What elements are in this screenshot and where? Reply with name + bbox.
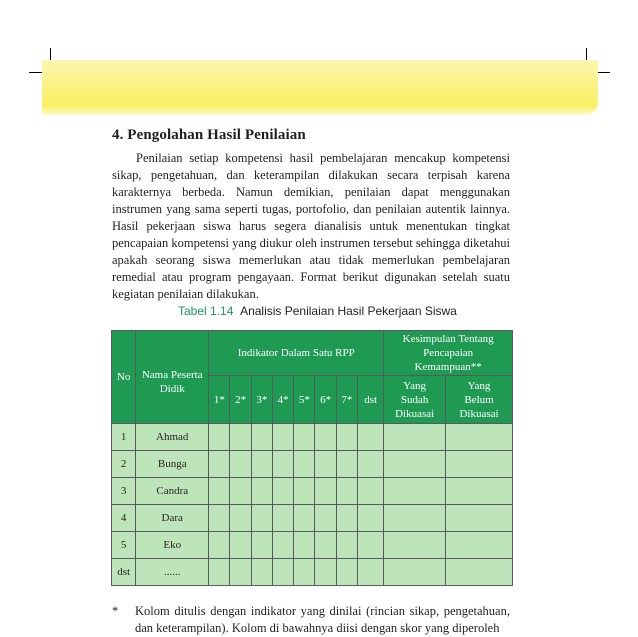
conclusion-col-mastered: Yang Sudah Dikuasai	[384, 376, 446, 424]
score-cell	[294, 559, 315, 586]
conclusion-cell	[384, 478, 446, 505]
score-cell	[357, 424, 383, 451]
footnote-text: Kolom ditulis dengan indikator yang dinilai (rincian sikap, pengetahuan, dan keterampilan). Kolom di bawahnya diisi dengan skor yang diperoleh	[135, 604, 510, 635]
score-cell	[272, 559, 293, 586]
score-cell	[315, 559, 336, 586]
conclusion-cell	[384, 424, 446, 451]
row-no: 1	[112, 424, 136, 451]
section-paragraph: Penilaian setiap kompetensi hasil pembelajaran mencakup kompetensi sikap, pengetahuan, dan keterampilan dilakukan secara terpisah karena karakternya berbeda. Namun demikian, penilaian dapat menggunakan instrumen yang sama seperti tugas, portofolio, dan penilaian autentik lainnya. Hasil pekerjaan siswa harus segera dianalisis untuk menentukan tingkat pencapaian kompetensi yang diukur oleh instrumen tersebut sehingga diketahui apakah seorang siswa memerlukan atau tidak memerlukan pembelajaran remedial atau program pengayaan. Format berikut digunakan setelah suatu kegiatan penilaian dilakukan.	[112, 151, 510, 301]
conclusion-cell	[384, 505, 446, 532]
table-caption	[178, 304, 457, 318]
score-cell	[251, 424, 272, 451]
table-row	[112, 505, 513, 532]
header-name: Nama Peserta Didik	[136, 331, 209, 424]
score-cell	[272, 451, 293, 478]
footnote	[112, 603, 510, 637]
table-row	[112, 478, 513, 505]
score-cell	[209, 532, 230, 559]
table-row	[112, 559, 513, 586]
score-cell	[336, 532, 357, 559]
score-cell	[294, 478, 315, 505]
header-band	[42, 60, 598, 116]
score-cell	[209, 478, 230, 505]
row-no: 3	[112, 478, 136, 505]
table-caption-title: Analisis Penilaian Hasil Pekerjaan Siswa	[240, 304, 457, 318]
row-no: 2	[112, 451, 136, 478]
conclusion-cell	[446, 451, 513, 478]
score-cell	[357, 532, 383, 559]
score-cell	[357, 559, 383, 586]
table-row	[112, 424, 513, 451]
score-cell	[357, 505, 383, 532]
row-no: dst	[112, 559, 136, 586]
row-name: Bunga	[136, 451, 209, 478]
score-cell	[294, 505, 315, 532]
conclusion-cell	[446, 505, 513, 532]
score-cell	[294, 424, 315, 451]
score-cell	[209, 424, 230, 451]
score-cell	[230, 559, 251, 586]
score-cell	[272, 424, 293, 451]
header-conclusion-group: Kesimpulan Tentang Pencapaian Kemampuan**	[384, 331, 513, 376]
row-name: Dara	[136, 505, 209, 532]
row-name: ......	[136, 559, 209, 586]
conclusion-cell	[446, 559, 513, 586]
score-cell	[230, 451, 251, 478]
score-cell	[315, 478, 336, 505]
conclusion-cell	[446, 424, 513, 451]
score-cell	[230, 424, 251, 451]
conclusion-cell	[446, 478, 513, 505]
score-cell	[209, 451, 230, 478]
score-cell	[315, 532, 336, 559]
table-row	[112, 532, 513, 559]
score-cell	[272, 532, 293, 559]
row-no: 4	[112, 505, 136, 532]
conclusion-col-not-mastered: Yang Belum Dikuasai	[446, 376, 513, 424]
indicator-col-7: 7*	[336, 376, 357, 424]
conclusion-cell	[384, 532, 446, 559]
conclusion-cell	[384, 559, 446, 586]
score-cell	[251, 451, 272, 478]
score-cell	[336, 478, 357, 505]
score-cell	[357, 478, 383, 505]
score-cell	[230, 478, 251, 505]
table-caption-label: Tabel 1.14	[178, 304, 234, 318]
row-name: Eko	[136, 532, 209, 559]
table-row	[112, 451, 513, 478]
indicator-col-4: 4*	[272, 376, 293, 424]
score-cell	[209, 559, 230, 586]
header-indicator-group: Indikator Dalam Satu RPP	[209, 331, 384, 376]
header-no: No	[112, 331, 136, 424]
score-cell	[336, 559, 357, 586]
score-cell	[336, 505, 357, 532]
indicator-col-3: 3*	[251, 376, 272, 424]
score-cell	[315, 424, 336, 451]
row-name: Candra	[136, 478, 209, 505]
indicator-col-2: 2*	[230, 376, 251, 424]
score-cell	[209, 505, 230, 532]
score-cell	[294, 451, 315, 478]
footnote-marker: *	[112, 604, 119, 618]
score-cell	[230, 532, 251, 559]
score-cell	[272, 478, 293, 505]
score-cell	[251, 505, 272, 532]
score-cell	[251, 478, 272, 505]
score-cell	[272, 505, 293, 532]
row-name: Ahmad	[136, 424, 209, 451]
row-no: 5	[112, 532, 136, 559]
assessment-table	[111, 330, 513, 586]
score-cell	[315, 451, 336, 478]
indicator-col-1: 1*	[209, 376, 230, 424]
score-cell	[336, 451, 357, 478]
score-cell	[357, 451, 383, 478]
indicator-col-dst: dst	[357, 376, 383, 424]
indicator-col-5: 5*	[294, 376, 315, 424]
score-cell	[251, 559, 272, 586]
score-cell	[251, 532, 272, 559]
indicator-col-6: 6*	[315, 376, 336, 424]
conclusion-cell	[446, 532, 513, 559]
score-cell	[336, 424, 357, 451]
section-heading: 4. Pengolahan Hasil Penilaian	[112, 127, 306, 143]
conclusion-cell	[384, 451, 446, 478]
score-cell	[315, 505, 336, 532]
score-cell	[294, 532, 315, 559]
score-cell	[230, 505, 251, 532]
